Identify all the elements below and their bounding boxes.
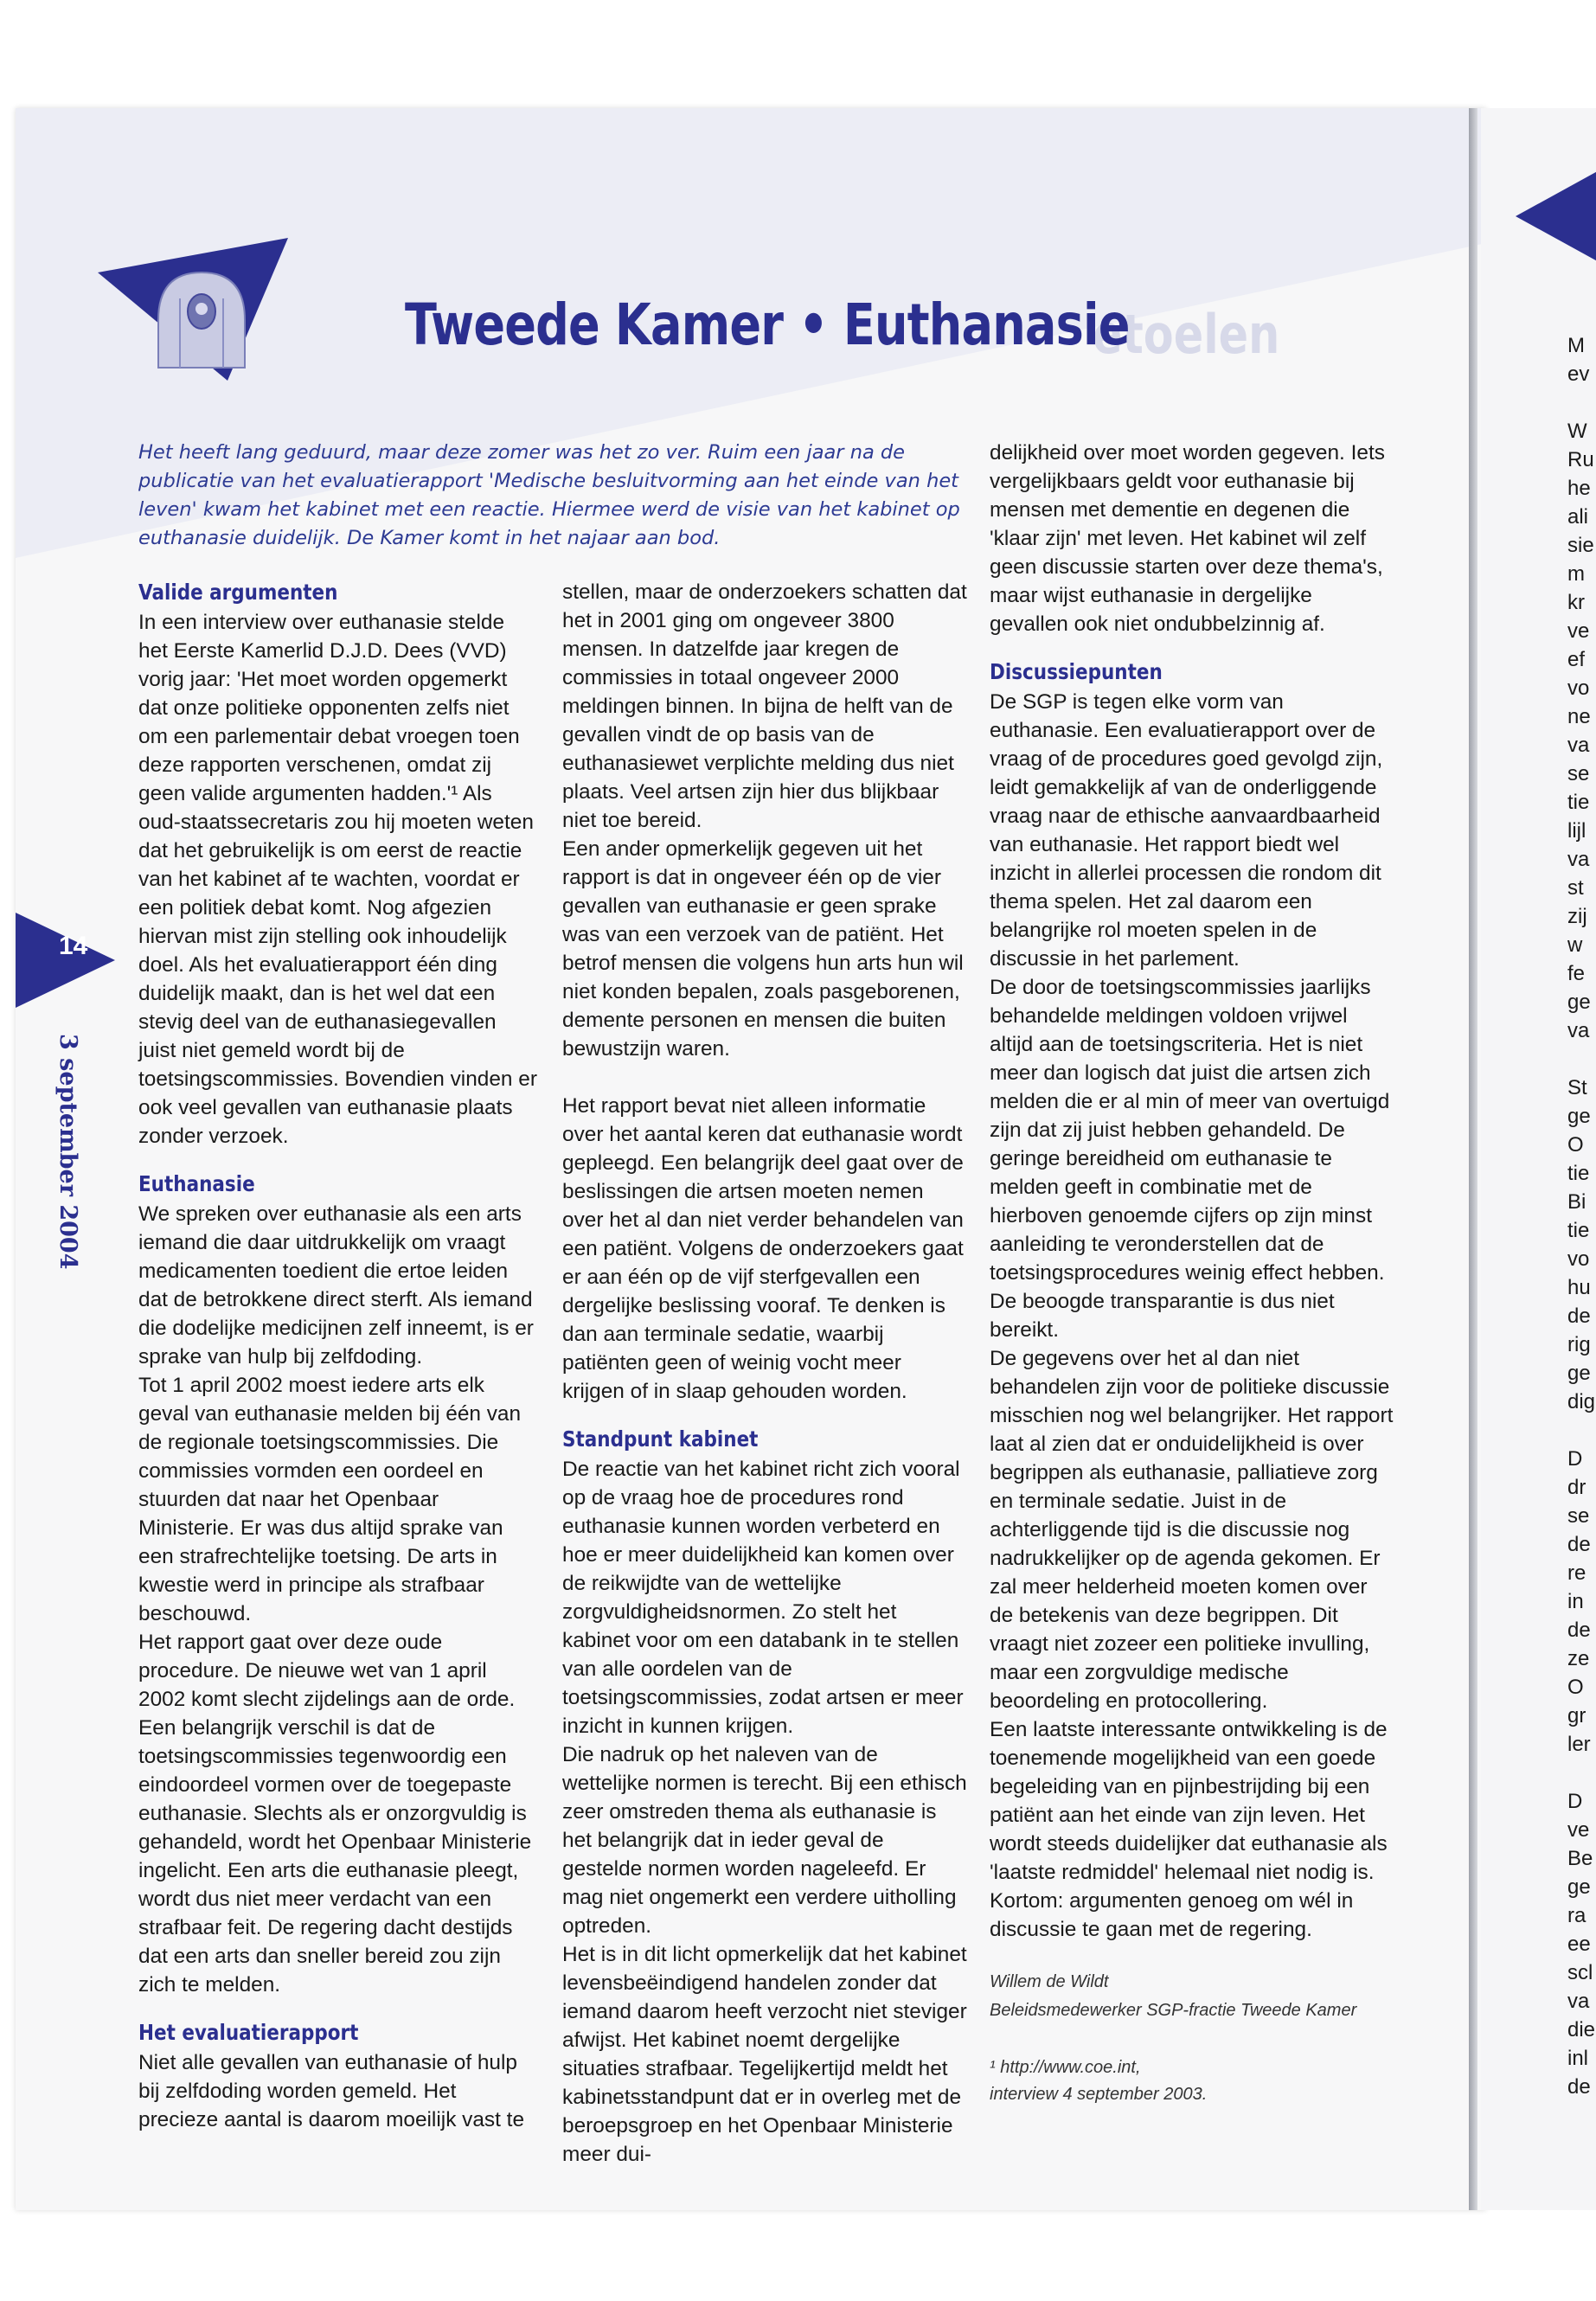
ghost-title: etoelen	[1093, 303, 1280, 366]
paragraph: Het is in dit licht opmerkelijk dat het kabinet levensbeëindigend handelen zonder dat iemand daarom heeft verzocht niet steviger afwijst. Het kabinet noemt dergelijke situaties strafbaar. Tegelijkertijd meldt het kabinetsstandpunt dat er in overleg met de beroepsgroep en het Openbaar Ministerie meer dui-	[562, 1943, 967, 2166]
next-page-line: kr	[1567, 591, 1585, 614]
next-page-line: ev	[1567, 362, 1590, 386]
next-page-line: ve	[1567, 1818, 1590, 1842]
next-page-line	[1567, 1759, 1596, 1787]
intro-text: Het heeft lang geduurd, maar deze zomer was het zo ver. Ruim een jaar na de publicatie van het evaluatierapport 'Medische besluitvorming aan het einde van het leven' kwam het kabinet met een reactie. Hiermee werd de visie van het kabinet op euthanasie duidelijk. De Kamer komt in het najaar aan bod.	[138, 441, 960, 549]
heading-discussiepunten: Discussiepunten	[990, 659, 1163, 684]
next-page-line: ra	[1567, 1904, 1586, 1927]
next-page-line: D	[1567, 1447, 1583, 1471]
next-page-line: die	[1567, 2018, 1596, 2041]
next-page-line: ne	[1567, 705, 1591, 728]
next-page-line: ge	[1567, 1105, 1591, 1128]
parliament-logo-icon	[98, 238, 305, 381]
next-page-line: Ru	[1567, 448, 1594, 471]
paragraph: Het rapport gaat over deze oude procedure. De nieuwe wet van 1 april 2002 komt slecht zijdelings aan de orde. Een belangrijk verschil is dat de toetsingscommissies tegenwoordig een eindoordeel vormen over de toegepaste euthanasie. Slechts als er onzorgvuldig is gehandeld, wordt het Openbaar Ministerie ingelicht. Een arts die euthanasie pleegt, wordt dus niet meer verdacht van een strafbaar feit. De regering dacht destijds dat een arts dan sneller bereid zou zijn zich te melden.	[138, 1631, 532, 1997]
paragraph: Kortom: argumenten genoeg om wél in discussie te gaan met de regering.	[990, 1889, 1354, 1941]
next-page-line: vo	[1567, 676, 1590, 700]
next-page-line: gr	[1567, 1704, 1586, 1727]
column-3	[990, 439, 1396, 2109]
next-page-line: de	[1567, 1533, 1591, 1556]
next-page-line: dig	[1567, 1390, 1596, 1413]
page-spine	[1469, 108, 1477, 2210]
footnote-date: interview 4 september 2003.	[990, 2085, 1208, 2104]
next-page-line: tie	[1567, 1162, 1590, 1185]
next-page-line: se	[1567, 1504, 1590, 1528]
next-page-line	[1567, 388, 1596, 417]
next-page-line: rig	[1567, 1333, 1591, 1356]
paragraph: De gegevens over het al dan niet behandelen zijn voor de politieke discussie misschien nog wel belangrijker. Het rapport laat al zien dat er onduidelijkheid is over begrippen als euthanasie, palliatieve zorg en terminale sedatie. Juist in de achterliggende tijd is die discussie nog nadrukkelijker op de agenda gekomen. Er zal meer helderheid moeten komen over de betekenis van deze begrippen. Dit vraagt niet zozeer een politieke invulling, maar een zorgvuldige medische beoordeling en protocollering.	[990, 1347, 1394, 1713]
next-page-line: va	[1567, 1990, 1590, 2013]
next-page-line: D	[1567, 1790, 1583, 1813]
next-page-line: st	[1567, 876, 1584, 900]
paragraph: In een interview over euthanasie stelde het Eerste Kamerlid D.J.D. Dees (VVD) vorig jaar: 'Het moet worden opgemerkt dat onze politieke opponenten zelfs niet om een parlementair debat vroegen toen deze rapporten verschenen, omdat zij geen valide argumenten hadden.'¹ Als oud-staatssecretaris zou hij moeten weten dat het gebruikelijk is om eerst de reactie van het kabinet af te wachten, voordat er een politiek debat komt. Nog afgezien hiervan mist zijn stelling ook inhoudelijk doel. Als het evaluatierapport één ding duidelijk maakt, dan is het wel dat een stevig deel van de euthanasiegevallen juist niet gemeld wordt bij de toetsingscommissies. Bovendien vinden er ook veel gevallen van euthanasie plaats zonder verzoek.	[138, 611, 537, 1148]
next-page-line: Be	[1567, 1847, 1593, 1870]
next-page-triangle-icon	[1516, 169, 1596, 264]
next-page-line: ve	[1567, 619, 1590, 643]
next-page-line: ge	[1567, 1362, 1591, 1385]
next-page-line: hu	[1567, 1276, 1591, 1299]
next-page-line: lijl	[1567, 819, 1586, 843]
next-page-line	[1567, 1416, 1596, 1445]
next-page-line: de	[1567, 1304, 1591, 1328]
next-page-line: W	[1567, 420, 1587, 443]
next-page-line: tie	[1567, 1219, 1590, 1242]
paragraph: De SGP is tegen elke vorm van euthanasie. Een evaluatierapport over de vraag of de procedures goed gevolgd zijn, leidt gemakkelijk af van de onderliggende vraag naar de ethische aanvaardbaarheid van euthanasie. Het rapport biedt wel inzicht in allerlei processen die rondom dit thema spelen. Het zal daarom een belangrijke rol moeten spelen in de discussie in het parlement.	[990, 690, 1383, 971]
next-page-line: w	[1567, 933, 1583, 957]
next-page-line: zij	[1567, 905, 1587, 928]
next-page-line: se	[1567, 762, 1590, 785]
page-number: 14	[59, 932, 88, 960]
next-page-line: va	[1567, 734, 1590, 757]
author-name: Willem de Wildt	[990, 1972, 1109, 1991]
next-page-line: va	[1567, 1019, 1590, 1042]
next-page-line: tie	[1567, 791, 1590, 814]
next-page-line: dr	[1567, 1476, 1586, 1499]
next-page-line: ee	[1567, 1932, 1591, 1956]
paragraph: Tot 1 april 2002 moest iedere arts elk geval van euthanasie melden bij één van de regionale toetsingscommissies. Die commissies vormden een oordeel en stuurden dat naar het Openbaar Ministerie. Er was dus altijd sprake van een strafrechtelijke toetsing. De arts in kwestie werd in principe als strafbaar beschouwd.	[138, 1374, 522, 1625]
next-page-line: inl	[1567, 2047, 1589, 2070]
heading-valide-argumenten: Valide argumenten	[138, 580, 338, 605]
author-role: Beleidsmedewerker SGP-fractie Tweede Kamer	[990, 2001, 1357, 2020]
next-page-line: ef	[1567, 648, 1586, 671]
next-page-line: he	[1567, 477, 1591, 500]
next-page-line: ge	[1567, 1875, 1591, 1899]
paragraph: Het rapport bevat niet alleen informatie over het aantal keren dat euthanasie wordt gepleegd. Een belangrijk deel gaat over de beslissingen die artsen moeten nemen over het al dan niet verder behandelen van een patiënt. Volgens de onderzoekers gaat er aan één op de vijf sterfgevallen een dergelijke beslissing vooraf. Te denken is dan aan terminale sedatie, waarbij patiënten geen of weinig vocht meer krijgen of in slaap gehouden worden.	[562, 1094, 964, 1403]
heading-standpunt-kabinet: Standpunt kabinet	[562, 1426, 759, 1452]
page-title: Tweede Kamer • Euthanasie	[405, 292, 1130, 358]
next-page-line: ali	[1567, 505, 1589, 529]
paragraph: De door de toetsingscommissies jaarlijks behandelde meldingen voldoen vrijwel altijd aan de toetsingscriteria. Het is niet meer dan logisch dat juist die artsen zich melden die er al min of meer van overtuigd zijn dat zij juist hebben gehandeld. De geringe bereidheid om euthanasie te melden geeft in combinatie met de hierboven genoemde cijfers op zijn minst aanleiding te veronderstellen dat de toetsingsprocedures weinig effect hebben. De beoogde transparantie is dus niet bereikt.	[990, 976, 1390, 1342]
next-page-line: St	[1567, 1076, 1587, 1099]
next-page-line: O	[1567, 1133, 1584, 1157]
paragraph: Die nadruk op het naleven van de wettelijke normen is terecht. Bij een ethisch zeer omstreden thema als euthanasie is het belangrijk dat in ieder geval de gestelde normen worden nageleefd. Er mag niet ongemerkt een verdere uitholling optreden.	[562, 1743, 967, 1938]
next-page-line: de	[1567, 2075, 1591, 2099]
footnote-url: ¹ http://www.coe.int,	[990, 2058, 1141, 2077]
paragraph: Een ander opmerkelijk gegeven uit het rapport is dat in ongeveer één op de vier gevallen van euthanasie er geen sprake was van een verzoek van de patiënt. Het betrof mensen die volgens hun arts hun wil niet konden bepalen, zoals pasgeborenen, demente personen en mensen die buiten bewustzijn waren.	[562, 837, 964, 1061]
paragraph: Een laatste interessante ontwikkeling is de toenemende mogelijkheid van een goede begeleiding van en pijnbestrijding bij een patiënt aan het einde van zijn leven. Het wordt steeds duidelijker dat euthanasie als 'laatste redmiddel' helemaal niet nodig is.	[990, 1718, 1388, 1884]
paragraph: De reactie van het kabinet richt zich vooral op de vraag hoe de procedures rond euthanasie kunnen worden verbeterd en hoe er meer duidelijkheid kan komen over de reikwijdte van de wettelijke zorgvuldigheidsnormen. Zo stelt het kabinet voor om een databank in te stellen van alle oordelen van de toetsingscommissies, zodat artsen er meer inzicht in kunnen krijgen.	[562, 1458, 964, 1738]
paragraph: Niet alle gevallen van euthanasie of hulp bij zelfdoding worden gemeld. Het precieze aantal is daarom moeilijk vast te	[138, 2051, 525, 2131]
heading-euthanasie: Euthanasie	[138, 1171, 255, 1196]
next-page-line: ler	[1567, 1733, 1591, 1756]
next-page-line: m	[1567, 562, 1585, 586]
paragraph: delijkheid over moet worden gegeven. Iets vergelijkbaars geldt voor euthanasie bij mensen met dementie en degenen die 'klaar zijn' met leven. Het kabinet wil zelf geen discussie starten over deze thema's, maar wijst euthanasie in dergelijke gevallen ook niet ondubbelzinnig af.	[990, 441, 1385, 636]
next-page-line: va	[1567, 848, 1590, 871]
next-page-line: M	[1567, 334, 1585, 357]
next-page-line: ze	[1567, 1647, 1590, 1670]
next-page-line: scl	[1567, 1961, 1593, 1984]
next-page-line: vo	[1567, 1247, 1590, 1271]
next-page-line: de	[1567, 1618, 1591, 1642]
column-1	[138, 578, 538, 2134]
next-page-line: in	[1567, 1590, 1584, 1613]
heading-het-evaluatierapport: Het evaluatierapport	[138, 2020, 359, 2045]
paragraph: stellen, maar de onderzoekers schatten dat het in 2001 ging om ongeveer 3800 mensen. In datzelfde jaar kregen de commissies in totaal ongeveer 2000 meldingen binnen. In bijna de helft van de gevallen vindt de op basis van de euthanasiewet verplichte melding dus niet plaats. Veel artsen zijn hier dus blijkbaar niet toe bereid.	[562, 580, 967, 832]
next-page-line	[1567, 1045, 1596, 1074]
next-page-line: re	[1567, 1561, 1586, 1585]
next-page-line: O	[1567, 1676, 1584, 1699]
issue-date: 3 september 2004	[54, 1034, 81, 1270]
next-page-line: fe	[1567, 962, 1586, 985]
next-page-line: sie	[1567, 534, 1594, 557]
next-page-text	[1567, 331, 1596, 2101]
next-page-line: Bi	[1567, 1190, 1586, 1214]
column-2	[562, 578, 967, 2169]
paragraph: We spreken over euthanasie als een arts iemand die daar uitdrukkelijk om vraagt medicamenten toedient die ertoe leiden dat de betrokkene direct sterft. Als iemand die dodelijke medicijnen zelf inneemt, is er sprake van hulp bij zelfdoding.	[138, 1202, 534, 1368]
next-page-line: ge	[1567, 990, 1591, 1014]
magazine-page	[16, 108, 1486, 2210]
